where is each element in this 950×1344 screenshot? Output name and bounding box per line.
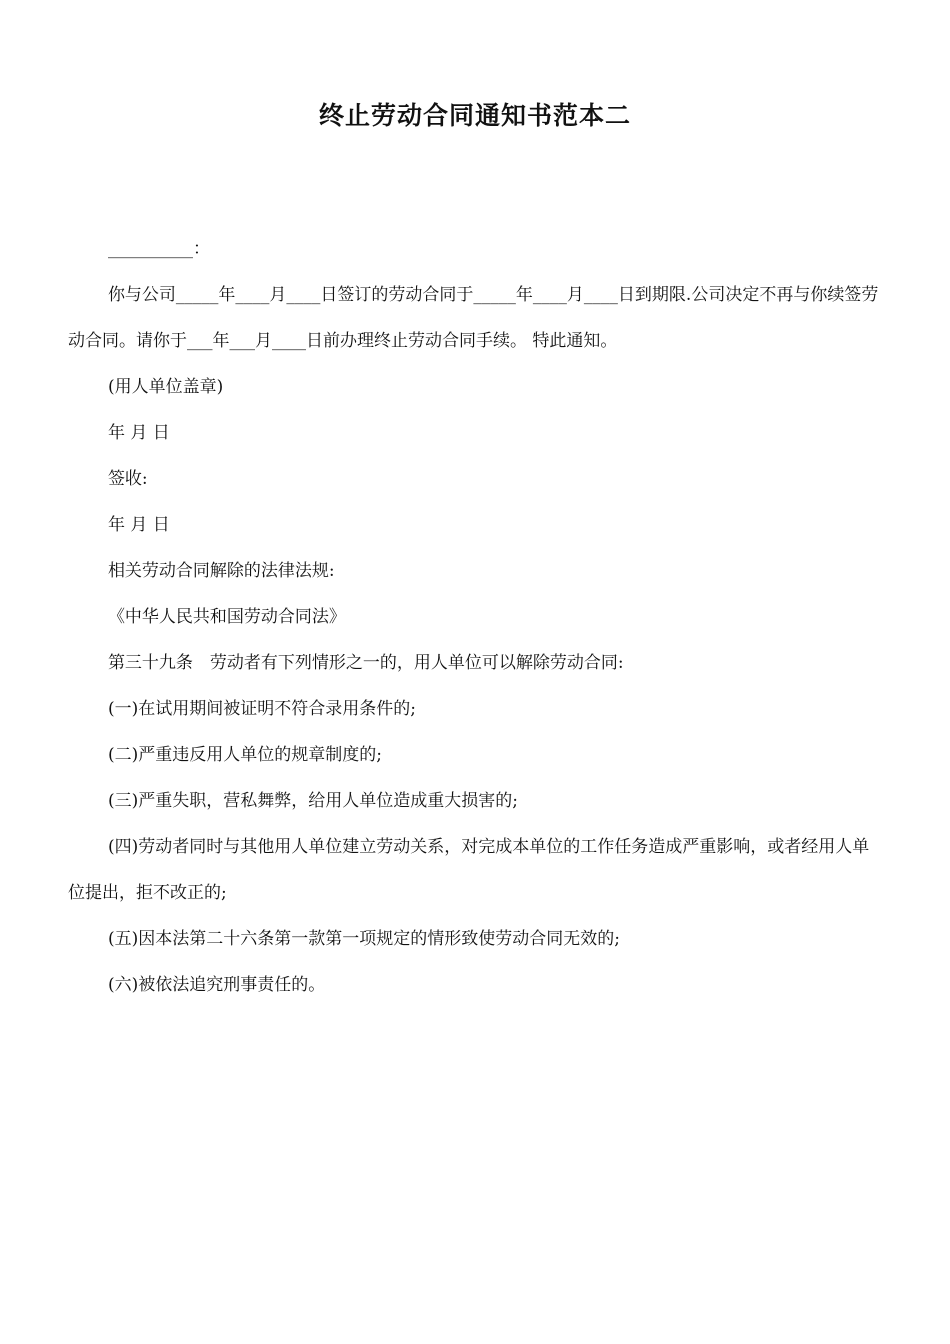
related-laws-heading: 相关劳动合同解除的法律法规: bbox=[107, 561, 335, 581]
clause-4: (四)劳动者同时与其他用人单位建立劳动关系，对完成本单位的工作任务造成严重影响，或者经用人单位提出，拒不改正的; bbox=[68, 837, 870, 903]
article-39: 第三十九条 劳动者有下列情形之一的，用人单位可以解除劳动合同: bbox=[107, 653, 624, 673]
clause-3: (三)严重失职，营私舞弊，给用人单位造成重大损害的; bbox=[107, 791, 518, 811]
date-line-2: 年 月 日 bbox=[107, 515, 170, 535]
clause-5: (五)因本法第二十六条第一款第一项规定的情形致使劳动合同无效的; bbox=[107, 929, 620, 949]
sign-receipt-line: 签收: bbox=[107, 469, 148, 489]
date-line: 年 月 日 bbox=[107, 423, 170, 443]
clause-2: (二)严重违反用人单位的规章制度的; bbox=[107, 745, 382, 765]
document-title: 终止劳动合同通知书范本二 bbox=[318, 101, 631, 130]
clause-1: (一)在试用期间被证明不符合录用条件的; bbox=[107, 699, 416, 719]
notice-paragraph: 你与公司_____年____月____日签订的劳动合同于_____年____月____日到期限.公司决定不再与你续签劳动合同。请你于___年___月____日前办理终止劳动合同手续。 特此通知。 bbox=[68, 285, 879, 351]
clause-6: (六)被依法追究刑事责任的。 bbox=[107, 975, 326, 995]
document-body bbox=[68, 226, 884, 1008]
employer-seal-line: (用人单位盖章) bbox=[107, 377, 224, 397]
addressee-line: __________： bbox=[107, 239, 210, 259]
law-title: 《中华人民共和国劳动合同法》 bbox=[107, 607, 346, 627]
